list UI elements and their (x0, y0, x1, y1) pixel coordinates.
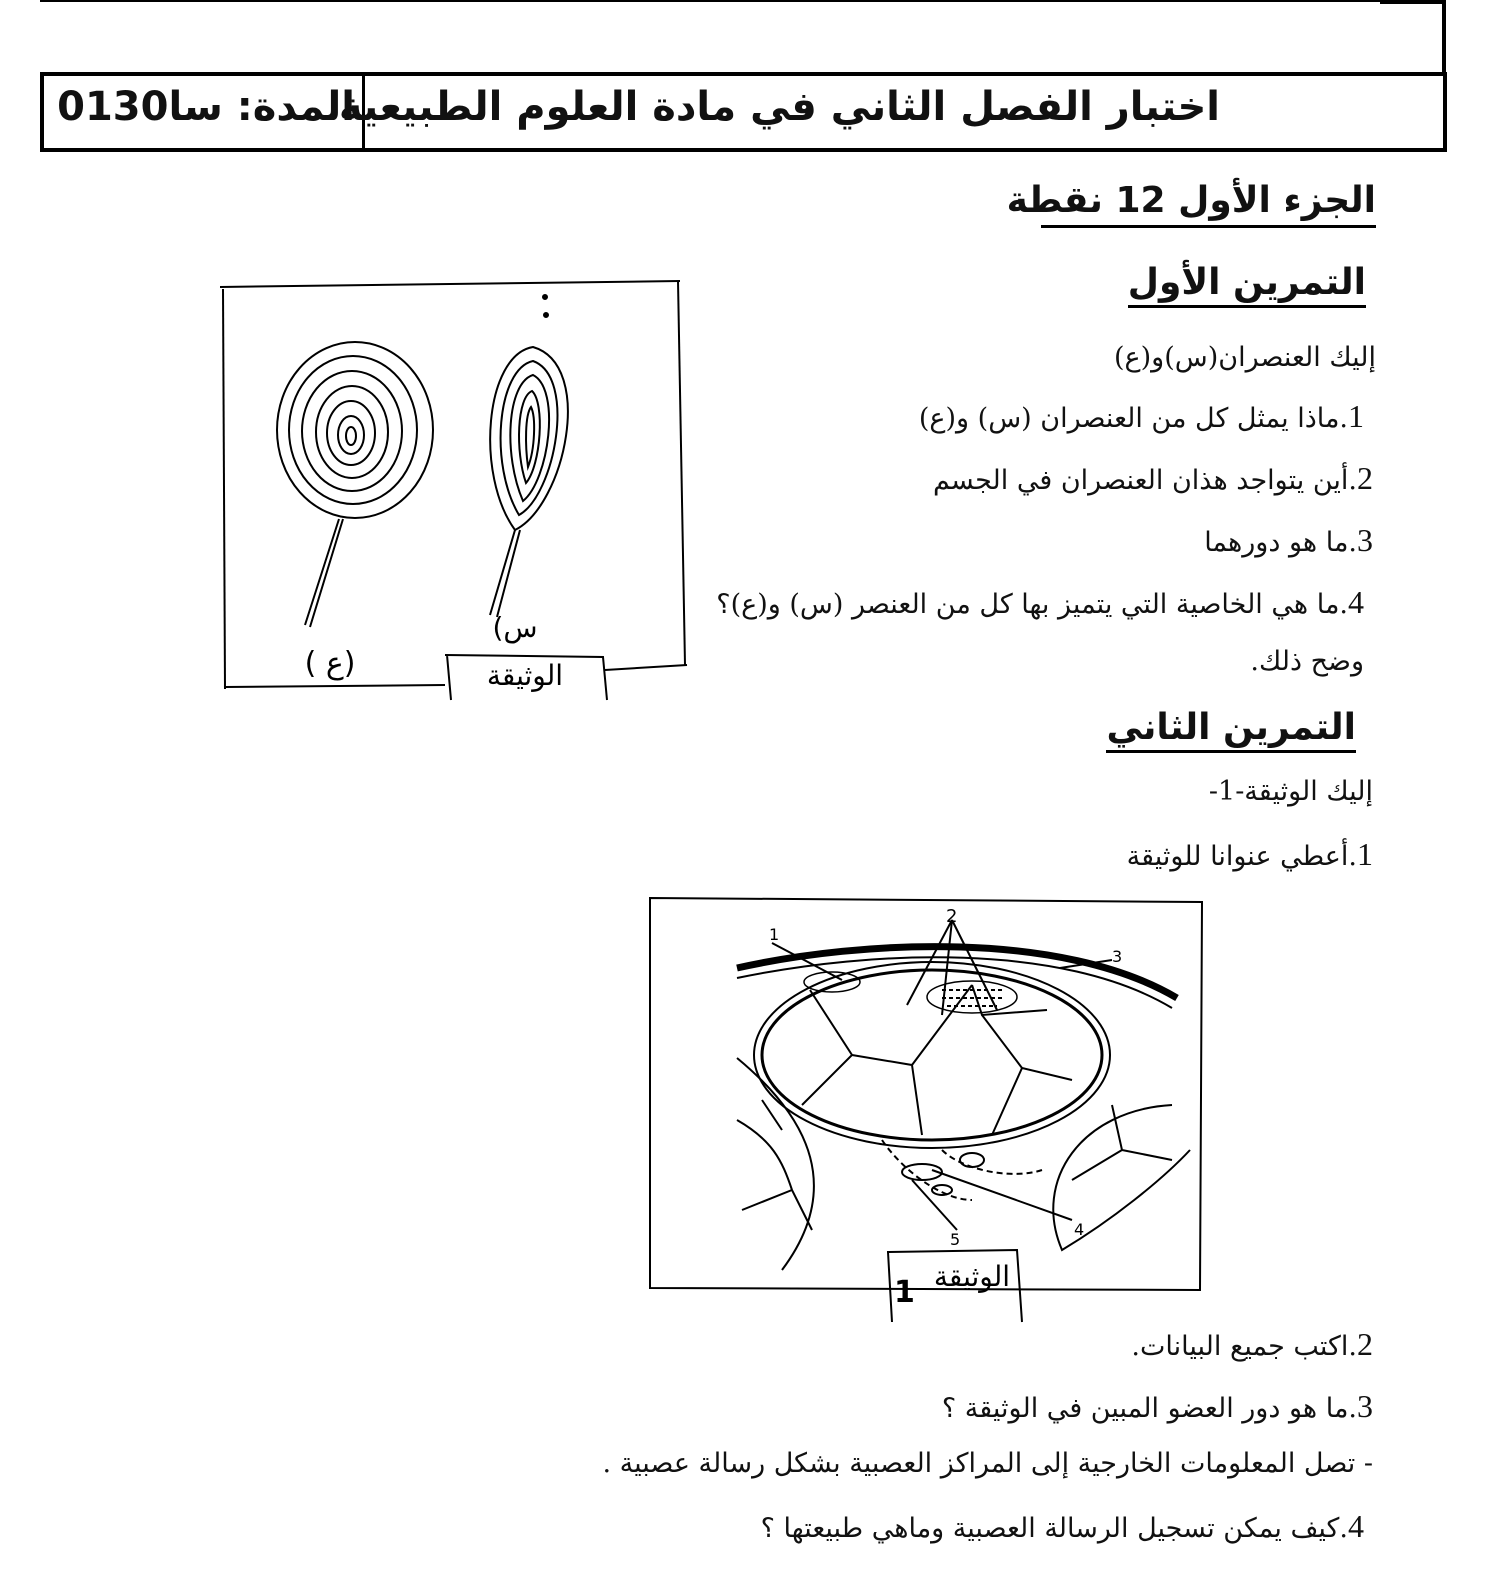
figure-frame-right (678, 281, 685, 665)
label-1: 1 (769, 925, 780, 944)
leader-2c (952, 920, 997, 1010)
exercise1-question-2: 2.أين يتواجد هذان العنصران في الجسم (933, 460, 1373, 496)
figure-frame-left (223, 289, 225, 689)
nerve-section-figure (642, 890, 1212, 1326)
exercise1-question-1: 1.ماذا يمثل كل من العنصران (س) و(ع) (918, 398, 1364, 434)
fiber-cluster (804, 972, 1017, 1013)
label-a: ( ع) (304, 646, 356, 681)
exercise2-title: التمرين الثاني (1106, 707, 1356, 748)
exercise2-question-3: 3.ما هو دور العضو المبين في الوثيقة ؟ (941, 1388, 1373, 1424)
receptors-figure (215, 275, 695, 705)
receptor-s-icon (490, 295, 568, 617)
figure-frame-top (220, 281, 680, 287)
exam-title: اختبار الفصل الثاني في مادة العلوم الطبيعية (338, 84, 1220, 130)
top-frame-corner (1380, 0, 1446, 74)
figure-frame-bottom-right (605, 665, 687, 670)
figure1-caption: الوثيقة (486, 659, 564, 692)
exam-duration (57, 84, 355, 130)
exercise2-question-2: 2.اكتب جميع البيانات. (1131, 1326, 1373, 1362)
duration-value: 01سا30 (57, 84, 223, 130)
exercise1-question-4: 4.ما هي الخاصية التي يتميز بها كل من العنصر (س) و(ع)؟ (716, 584, 1364, 620)
exercise1-question-3: 3.ما هو دورهما (1204, 522, 1373, 558)
exercise1-question-4-continuation: وضح ذلك. (1250, 646, 1364, 677)
label-2: 2 (946, 906, 958, 927)
label-5: 5 (950, 1230, 961, 1249)
exercise2-intro: إليك الوثيقة-1- (1208, 776, 1373, 807)
label-3: 3 (1112, 947, 1123, 966)
top-frame-line (40, 0, 1445, 2)
exercise1-intro: إليك العنصران(س)و(ع) (1114, 342, 1376, 373)
exercise2-statement: - تصل المعلومات الخارجية إلى المراكز العصبية بشكل رسالة عصبية . (602, 1448, 1373, 1479)
leader-4 (932, 1170, 1072, 1220)
figure2-caption-number: 1 (894, 1275, 915, 1310)
receptor-a-icon (277, 342, 433, 627)
label-4: 4 (1074, 1220, 1085, 1239)
figure-frame-bottom (225, 685, 445, 687)
exercise1-title: التمرين الأول (1128, 262, 1366, 303)
part-title: الجزء الأول 12 نقطة (1041, 180, 1376, 228)
label-s: (س (492, 611, 538, 644)
figure2-caption: الوثيقة (933, 1260, 1011, 1293)
exercise2-question-1: 1.أعطي عنوانا للوثيقة (1126, 836, 1373, 872)
exercise2-question-4: 4.كيف يمكن تسجيل الرسالة العصبية وماهي طبيعتها ؟ (760, 1508, 1364, 1544)
duration-label: المدة: (222, 84, 355, 130)
